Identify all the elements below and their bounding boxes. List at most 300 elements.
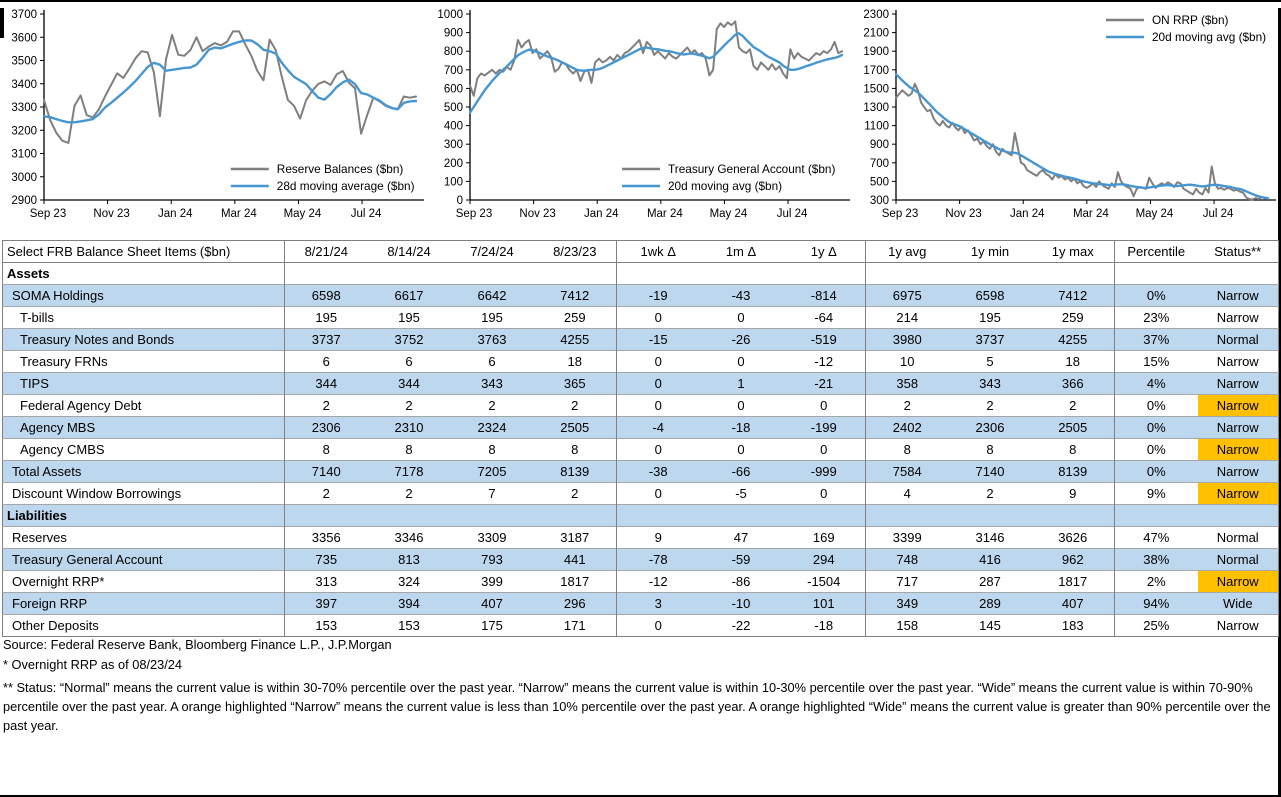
balance-sheet-table-wrap (2, 240, 1279, 637)
status-badge: Narrow (1198, 417, 1279, 439)
y-tick-label: 300 (443, 139, 463, 152)
value-cell: 0% (1115, 417, 1198, 439)
value-cell: 0 (783, 395, 866, 417)
column-header: 8/21/24 (285, 241, 368, 263)
value-cell: 6617 (368, 285, 451, 307)
row-label: Reserves (3, 527, 285, 549)
value-cell: -59 (700, 549, 783, 571)
value-cell: 0 (783, 439, 866, 461)
table-row (3, 439, 1279, 461)
value-cell: -18 (700, 417, 783, 439)
x-tick-label: Nov 23 (93, 208, 130, 220)
legend-label: 20d moving avg ($bn) (668, 179, 783, 193)
value-cell: 6 (451, 351, 534, 373)
source-note: Source: Federal Reserve Bank, Bloomberg Finance L.P., J.P.Morgan (3, 637, 392, 652)
x-tick-label: Jul 24 (1202, 208, 1234, 220)
empty-cell (617, 505, 700, 527)
value-cell: 171 (534, 615, 617, 637)
legend-label: ON RRP ($bn) (1152, 13, 1229, 27)
treasury-general-account-chart (428, 4, 852, 234)
value-cell: -4 (617, 417, 700, 439)
value-cell: 10 (866, 351, 949, 373)
value-cell: -814 (783, 285, 866, 307)
empty-cell (1115, 505, 1198, 527)
row-label: T-bills (3, 307, 285, 329)
value-cell: 9 (1032, 483, 1115, 505)
reserve-balances-svg (2, 4, 426, 232)
value-cell: 9% (1115, 483, 1198, 505)
y-tick-label: 3500 (11, 55, 37, 68)
y-tick-label: 500 (869, 176, 889, 189)
empty-cell (617, 263, 700, 285)
charts-row (2, 4, 1279, 234)
status-badge: Normal (1198, 329, 1279, 351)
value-cell: 3309 (451, 527, 534, 549)
value-cell: 0 (700, 307, 783, 329)
value-cell: 962 (1032, 549, 1115, 571)
row-label: TIPS (3, 373, 285, 395)
x-tick-label: Jan 24 (583, 208, 619, 220)
empty-cell (866, 263, 949, 285)
value-cell: 2 (534, 483, 617, 505)
row-label: Agency CMBS (3, 439, 285, 461)
empty-cell (783, 263, 866, 285)
x-tick-label: May 24 (1135, 208, 1174, 220)
value-cell: 195 (949, 307, 1032, 329)
value-cell: 3146 (949, 527, 1032, 549)
value-cell: -66 (700, 461, 783, 483)
value-cell: 3626 (1032, 527, 1115, 549)
value-cell: 38% (1115, 549, 1198, 571)
value-cell: 8 (949, 439, 1032, 461)
frame-border-top (0, 0, 1281, 2)
status-badge: Narrow (1198, 615, 1279, 637)
value-cell: 2310 (368, 417, 451, 439)
y-tick-label: 200 (443, 157, 463, 170)
value-cell: 7178 (368, 461, 451, 483)
value-cell: 153 (368, 615, 451, 637)
value-cell: 8 (1032, 439, 1115, 461)
value-cell: -78 (617, 549, 700, 571)
value-cell: 0 (617, 615, 700, 637)
y-tick-label: 3600 (11, 32, 37, 45)
empty-cell (1115, 263, 1198, 285)
value-cell: 344 (368, 373, 451, 395)
footer (3, 637, 1271, 735)
empty-cell (368, 505, 451, 527)
value-cell: -26 (700, 329, 783, 351)
value-cell: -43 (700, 285, 783, 307)
value-cell: 7584 (866, 461, 949, 483)
y-tick-label: 3400 (11, 78, 37, 91)
value-cell: 349 (866, 593, 949, 615)
value-cell: 2306 (285, 417, 368, 439)
empty-cell (700, 505, 783, 527)
value-cell: -18 (783, 615, 866, 637)
value-cell: -5 (700, 483, 783, 505)
value-cell: 289 (949, 593, 1032, 615)
empty-cell (1198, 505, 1279, 527)
y-tick-label: 700 (869, 157, 889, 170)
value-cell: 0 (700, 439, 783, 461)
section-header-row (3, 263, 1279, 285)
value-cell: 259 (534, 307, 617, 329)
value-cell: 145 (949, 615, 1032, 637)
value-cell: 8 (534, 439, 617, 461)
x-tick-label: May 24 (283, 208, 322, 220)
status-badge: Narrow (1198, 439, 1279, 461)
table-row (3, 307, 1279, 329)
table-title: Select FRB Balance Sheet Items ($bn) (3, 241, 285, 263)
value-cell: 18 (534, 351, 617, 373)
value-cell: 8139 (534, 461, 617, 483)
row-label: Discount Window Borrowings (3, 483, 285, 505)
value-cell: -519 (783, 329, 866, 351)
value-cell: 2 (451, 395, 534, 417)
value-cell: 3346 (368, 527, 451, 549)
table-row (3, 483, 1279, 505)
status-definition-note: ** Status: “Normal” means the current value is within 30-70% percentile over the past year. “Narrow” means the current value is within 10-30% percentile over the past year. “Wide” means the current value is within 70-90% percentile over the past year. A orange highlighted “Narrow” means the current value is less than 10% percentile over the past year. A orange highlighted “Wide” means the current value is greater than 90% percentile over the past year. (3, 680, 1271, 733)
value-cell: 7205 (451, 461, 534, 483)
value-cell: 735 (285, 549, 368, 571)
value-cell: 7412 (1032, 285, 1115, 307)
table-row (3, 549, 1279, 571)
value-cell: 6 (285, 351, 368, 373)
row-label: SOMA Holdings (3, 285, 285, 307)
value-cell: 294 (783, 549, 866, 571)
x-tick-label: May 24 (709, 208, 748, 220)
empty-cell (866, 505, 949, 527)
value-cell: 2 (368, 395, 451, 417)
value-cell: 366 (1032, 373, 1115, 395)
y-tick-label: 500 (443, 102, 463, 114)
value-cell: 259 (1032, 307, 1115, 329)
value-cell: 7412 (534, 285, 617, 307)
status-badge: Narrow (1198, 461, 1279, 483)
value-cell: 23% (1115, 307, 1198, 329)
y-tick-label: 3300 (11, 102, 37, 114)
value-cell: 399 (451, 571, 534, 593)
overnight-rrp-note: * Overnight RRP as of 08/23/24 (3, 657, 183, 672)
row-label: Agency MBS (3, 417, 285, 439)
value-cell: 8 (368, 439, 451, 461)
empty-cell (534, 263, 617, 285)
value-cell: 0 (617, 307, 700, 329)
value-cell: 2% (1115, 571, 1198, 593)
value-cell: 313 (285, 571, 368, 593)
status-badge: Narrow (1198, 285, 1279, 307)
value-cell: 2 (949, 395, 1032, 417)
value-cell: -15 (617, 329, 700, 351)
treasury-general-account-svg (428, 4, 852, 232)
value-cell: 2505 (534, 417, 617, 439)
row-label: Treasury General Account (3, 549, 285, 571)
y-tick-label: 1300 (863, 102, 889, 114)
y-tick-label: 3700 (11, 9, 37, 21)
column-header: 1y avg (866, 241, 949, 263)
value-cell: 101 (783, 593, 866, 615)
on-rrp-series-line (896, 74, 1268, 198)
value-cell: 15% (1115, 351, 1198, 373)
column-header: Percentile (1115, 241, 1198, 263)
on-rrp-svg (854, 4, 1278, 232)
status-badge: Narrow (1198, 483, 1279, 505)
value-cell: 343 (949, 373, 1032, 395)
value-cell: 8 (866, 439, 949, 461)
x-tick-label: Sep 23 (29, 208, 67, 220)
value-cell: 47% (1115, 527, 1198, 549)
x-tick-label: Jan 24 (157, 208, 193, 220)
reserve-balances-series-line (44, 31, 416, 143)
value-cell: 0 (783, 483, 866, 505)
x-tick-label: Jul 24 (776, 208, 808, 220)
legend-label: 28d moving average ($bn) (276, 179, 415, 193)
value-cell: 2 (285, 483, 368, 505)
y-tick-label: 400 (443, 120, 463, 133)
value-cell: 6642 (451, 285, 534, 307)
value-cell: 0% (1115, 285, 1198, 307)
value-cell: 6975 (866, 285, 949, 307)
value-cell: 169 (783, 527, 866, 549)
value-cell: 18 (1032, 351, 1115, 373)
empty-cell (1198, 263, 1279, 285)
section-header-row (3, 505, 1279, 527)
value-cell: 4 (866, 483, 949, 505)
y-tick-label: 2900 (11, 195, 37, 207)
value-cell: 365 (534, 373, 617, 395)
treasury-general-account-series-line (470, 33, 842, 112)
value-cell: 441 (534, 549, 617, 571)
x-tick-label: Nov 23 (945, 208, 982, 220)
value-cell: 407 (451, 593, 534, 615)
value-cell: 343 (451, 373, 534, 395)
value-cell: 0% (1115, 395, 1198, 417)
value-cell: 6 (368, 351, 451, 373)
x-tick-label: Mar 24 (1072, 208, 1109, 220)
value-cell: -21 (783, 373, 866, 395)
value-cell: -19 (617, 285, 700, 307)
on-rrp-chart (854, 4, 1278, 234)
y-tick-label: 900 (443, 27, 463, 40)
x-tick-label: Sep 23 (881, 208, 919, 220)
y-tick-label: 3200 (11, 125, 37, 138)
value-cell: 2 (285, 395, 368, 417)
value-cell: 324 (368, 571, 451, 593)
x-tick-label: Sep 23 (455, 208, 493, 220)
y-tick-label: 2300 (863, 9, 889, 21)
value-cell: 1 (700, 373, 783, 395)
column-header: 1m Δ (700, 241, 783, 263)
treasury-general-account-series-line (470, 21, 842, 95)
table-row (3, 593, 1279, 615)
value-cell: 3399 (866, 527, 949, 549)
y-tick-label: 300 (869, 195, 889, 207)
value-cell: 4% (1115, 373, 1198, 395)
value-cell: 3737 (285, 329, 368, 351)
value-cell: 8 (451, 439, 534, 461)
y-tick-label: 600 (443, 83, 463, 96)
status-badge: Narrow (1198, 571, 1279, 593)
value-cell: 0 (617, 439, 700, 461)
value-cell: -1504 (783, 571, 866, 593)
column-header: 7/24/24 (451, 241, 534, 263)
value-cell: 37% (1115, 329, 1198, 351)
value-cell: -12 (783, 351, 866, 373)
value-cell: 2505 (1032, 417, 1115, 439)
value-cell: 94% (1115, 593, 1198, 615)
empty-cell (700, 263, 783, 285)
value-cell: 0 (617, 351, 700, 373)
empty-cell (285, 263, 368, 285)
status-badge: Narrow (1198, 373, 1279, 395)
column-header: 1wk Δ (617, 241, 700, 263)
status-badge: Narrow (1198, 307, 1279, 329)
value-cell: 407 (1032, 593, 1115, 615)
value-cell: 5 (949, 351, 1032, 373)
value-cell: -10 (700, 593, 783, 615)
value-cell: 296 (534, 593, 617, 615)
value-cell: -22 (700, 615, 783, 637)
column-header: 1y Δ (783, 241, 866, 263)
value-cell: 0 (617, 373, 700, 395)
row-label: Overnight RRP* (3, 571, 285, 593)
empty-cell (368, 263, 451, 285)
status-badge: Narrow (1198, 395, 1279, 417)
value-cell: 3737 (949, 329, 1032, 351)
row-label: Foreign RRP (3, 593, 285, 615)
value-cell: 358 (866, 373, 949, 395)
status-badge: Normal (1198, 549, 1279, 571)
y-tick-label: 900 (869, 139, 889, 152)
value-cell: 397 (285, 593, 368, 615)
value-cell: 175 (451, 615, 534, 637)
y-tick-label: 100 (443, 176, 463, 189)
empty-cell (949, 263, 1032, 285)
x-tick-label: Mar 24 (220, 208, 257, 220)
y-tick-label: 1500 (863, 83, 889, 96)
value-cell: 7140 (285, 461, 368, 483)
table-row (3, 527, 1279, 549)
table-row (3, 351, 1279, 373)
y-tick-label: 2100 (863, 27, 889, 40)
value-cell: 2 (1032, 395, 1115, 417)
value-cell: 6598 (285, 285, 368, 307)
value-cell: 7140 (949, 461, 1032, 483)
value-cell: 1817 (1032, 571, 1115, 593)
value-cell: 183 (1032, 615, 1115, 637)
y-tick-label: 3000 (11, 171, 37, 184)
row-label: Liabilities (3, 505, 285, 527)
empty-cell (1032, 263, 1115, 285)
y-tick-label: 700 (443, 64, 463, 77)
value-cell: 195 (368, 307, 451, 329)
value-cell: -999 (783, 461, 866, 483)
value-cell: 2306 (949, 417, 1032, 439)
value-cell: 158 (866, 615, 949, 637)
value-cell: -86 (700, 571, 783, 593)
value-cell: 4255 (534, 329, 617, 351)
x-tick-label: Jul 24 (350, 208, 382, 220)
table-row (3, 329, 1279, 351)
value-cell: 813 (368, 549, 451, 571)
status-badge: Wide (1198, 593, 1279, 615)
value-cell: 8139 (1032, 461, 1115, 483)
empty-cell (783, 505, 866, 527)
column-header: 8/14/24 (368, 241, 451, 263)
value-cell: 793 (451, 549, 534, 571)
value-cell: 287 (949, 571, 1032, 593)
y-tick-label: 1000 (437, 9, 463, 21)
value-cell: 2 (949, 483, 1032, 505)
value-cell: 6598 (949, 285, 1032, 307)
value-cell: 8 (285, 439, 368, 461)
value-cell: 2 (866, 395, 949, 417)
value-cell: 3980 (866, 329, 949, 351)
table-row (3, 395, 1279, 417)
value-cell: 416 (949, 549, 1032, 571)
column-header: 8/23/23 (534, 241, 617, 263)
empty-cell (451, 505, 534, 527)
empty-cell (534, 505, 617, 527)
value-cell: 7 (451, 483, 534, 505)
y-tick-label: 800 (443, 46, 463, 59)
empty-cell (451, 263, 534, 285)
table-row (3, 615, 1279, 637)
value-cell: 4255 (1032, 329, 1115, 351)
value-cell: 344 (285, 373, 368, 395)
table-row (3, 571, 1279, 593)
legend-label: 20d moving avg ($bn) (1152, 30, 1267, 44)
y-tick-label: 1100 (864, 120, 889, 133)
empty-cell (285, 505, 368, 527)
value-cell: 2 (534, 395, 617, 417)
status-badge: Normal (1198, 527, 1279, 549)
y-tick-label: 1900 (863, 46, 889, 59)
table-row (3, 373, 1279, 395)
value-cell: -38 (617, 461, 700, 483)
value-cell: 0% (1115, 439, 1198, 461)
balance-sheet-table (2, 240, 1279, 637)
reserve-balances-series-line (44, 41, 416, 123)
row-label: Assets (3, 263, 285, 285)
row-label: Treasury Notes and Bonds (3, 329, 285, 351)
value-cell: 153 (285, 615, 368, 637)
value-cell: 1817 (534, 571, 617, 593)
value-cell: 47 (700, 527, 783, 549)
y-tick-label: 3100 (11, 148, 37, 161)
value-cell: 0 (617, 483, 700, 505)
value-cell: 9 (617, 527, 700, 549)
value-cell: 195 (451, 307, 534, 329)
value-cell: 3 (617, 593, 700, 615)
column-header: 1y min (949, 241, 1032, 263)
value-cell: -64 (783, 307, 866, 329)
value-cell: 0% (1115, 461, 1198, 483)
value-cell: 3356 (285, 527, 368, 549)
row-label: Total Assets (3, 461, 285, 483)
value-cell: 25% (1115, 615, 1198, 637)
column-header: 1y max (1032, 241, 1115, 263)
value-cell: -199 (783, 417, 866, 439)
value-cell: 3763 (451, 329, 534, 351)
legend-label: Treasury General Account ($bn) (668, 162, 836, 176)
value-cell: 2402 (866, 417, 949, 439)
column-header: Status** (1198, 241, 1279, 263)
table-row (3, 417, 1279, 439)
y-tick-label: 1700 (863, 64, 889, 77)
table-row (3, 461, 1279, 483)
value-cell: 2324 (451, 417, 534, 439)
